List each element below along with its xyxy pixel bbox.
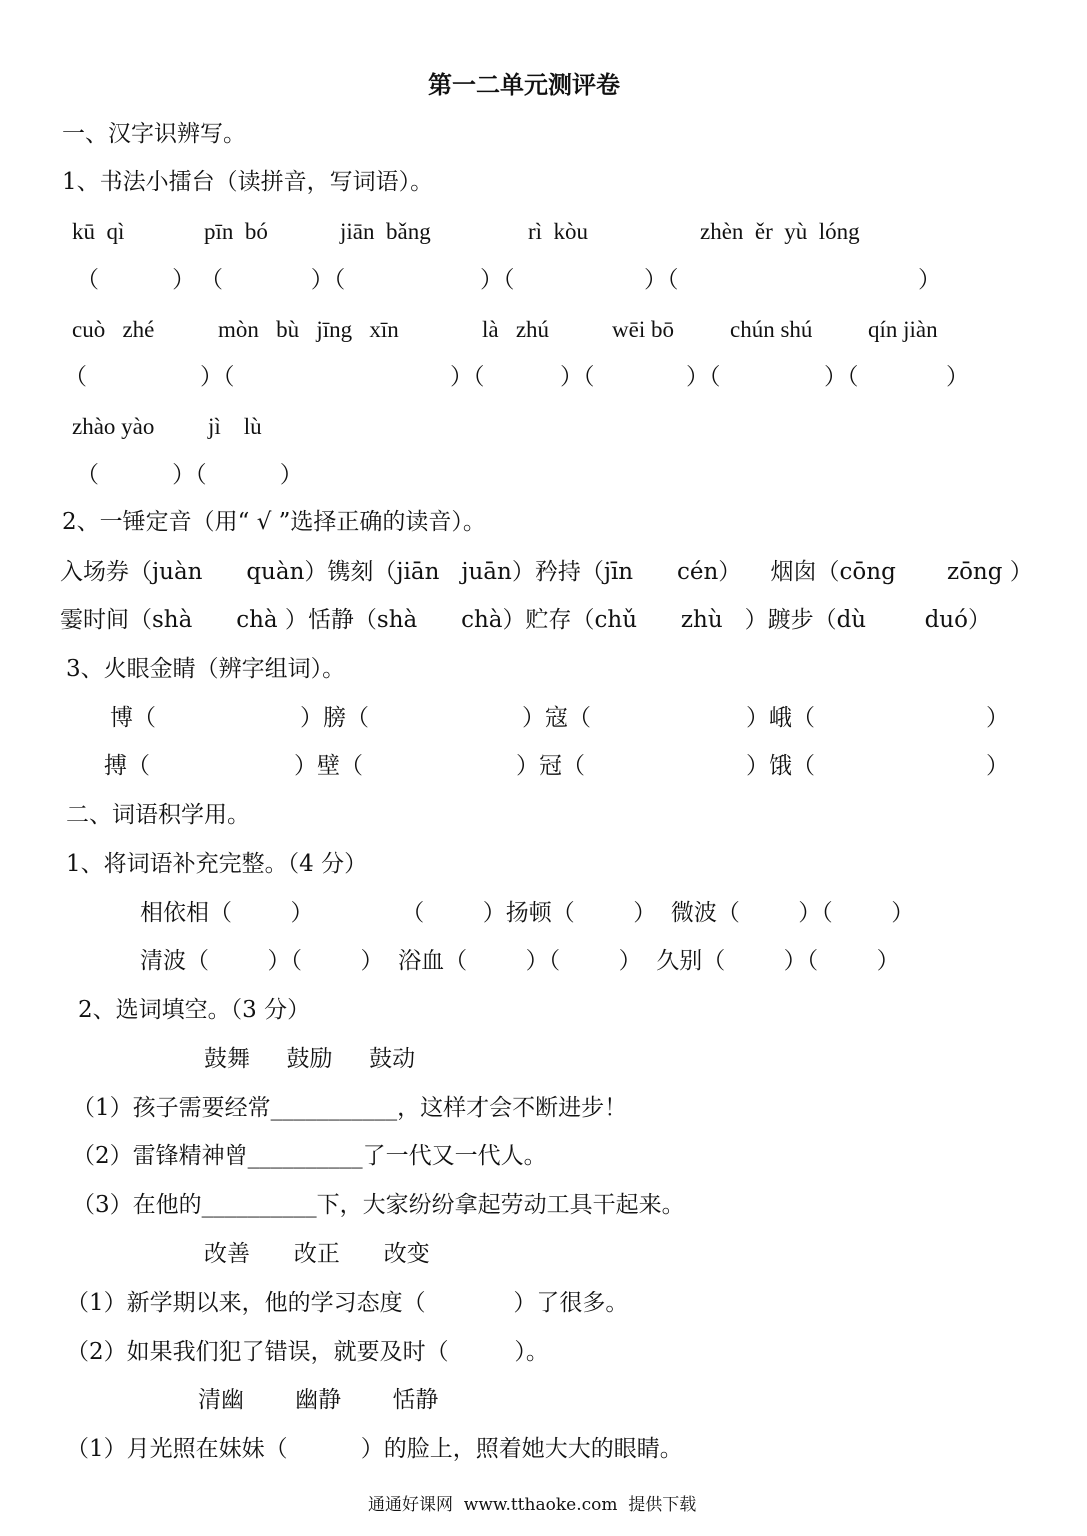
question-1-heading: 1、书法小擂台（读拼音，写词语）。	[62, 169, 434, 195]
answer-blank[interactable]: ）（	[560, 364, 595, 390]
answer-blank[interactable]: ）（	[644, 267, 679, 293]
word-group-item[interactable]: 博（	[110, 705, 156, 731]
pinyin: cuò zhé	[72, 317, 155, 342]
fill-sentence[interactable]: （1）月光照在妹妹（ ）的脸上，照着她大大的眼睛。	[66, 1436, 683, 1462]
pinyin: jiān bǎng	[340, 219, 431, 244]
answer-blank[interactable]: ）	[918, 267, 941, 293]
answer-blank[interactable]: ）（	[686, 364, 721, 390]
word-group-item[interactable]: ）	[986, 705, 1009, 731]
pinyin: zhào yào	[72, 414, 155, 439]
idiom-fill-row[interactable]: 清波（ ）（ ） 浴血（ ）（ ） 久别（ ）（ ）	[140, 948, 900, 974]
question-1-heading: 1、将词语补充完整。（4 分）	[66, 851, 368, 877]
pinyin: jì lù	[208, 414, 262, 439]
word-group-item[interactable]: ）峨（	[746, 705, 815, 731]
answer-blank[interactable]: ）	[946, 364, 969, 390]
word-group-item[interactable]: 搏（	[104, 753, 150, 779]
fill-sentence[interactable]: （1）新学期以来，他的学习态度（ ）了很多。	[66, 1290, 629, 1316]
pinyin: qín jiàn	[868, 317, 938, 342]
word-choices: 鼓舞 鼓励 鼓动	[204, 1046, 416, 1072]
pinyin: kū qì	[72, 219, 125, 244]
answer-blank[interactable]: （ ）（ ）	[76, 462, 303, 488]
page-title: 第一二单元测评卷	[428, 70, 620, 99]
idiom-fill-row[interactable]: 相依相（ ） （ ）扬顿（ ） 微波（ ）（ ）	[140, 900, 915, 926]
answer-blank[interactable]: ）（	[450, 364, 485, 390]
word-group-item[interactable]: ）壁（	[294, 753, 363, 779]
fill-sentence[interactable]: （3）在他的__________下，大家纷纷拿起劳动工具干起来。	[72, 1192, 685, 1218]
word-choices: 改善 改正 改变	[204, 1241, 430, 1267]
reading-choice-row[interactable]: 霎时间（shà chà ）恬静（shà chà）贮存（chǔ zhù ）踱步（dù duó）	[60, 607, 991, 633]
word-group-item[interactable]: ）饿（	[746, 753, 815, 779]
pinyin: là zhú	[482, 317, 550, 342]
answer-blank[interactable]: （ ）（	[200, 267, 346, 293]
pinyin: mòn bù jīng xīn	[218, 317, 399, 342]
footer-source: 通通好课网 www.tthaoke.com 提供下载	[368, 1495, 697, 1515]
question-2-heading: 2、选词填空。（3 分）	[78, 997, 311, 1023]
section-heading-2: 二、词语积学用。	[66, 802, 250, 828]
answer-blank[interactable]: （ ）	[76, 267, 196, 293]
fill-sentence[interactable]: （2）雷锋精神曾__________了一代又一代人。	[72, 1143, 547, 1169]
pinyin: wēi bō	[612, 317, 674, 342]
word-group-item[interactable]: ）冠（	[516, 753, 585, 779]
answer-blank[interactable]: ）（	[200, 364, 235, 390]
question-2-heading: 2、一锤定音（用“ √ ”选择正确的读音）。	[62, 509, 486, 535]
word-choices: 清幽 幽静 恬静	[198, 1387, 439, 1413]
pinyin: chún shú	[730, 317, 813, 342]
word-group-item[interactable]: ）膀（	[300, 705, 369, 731]
section-heading-1: 一、汉字识辨写。	[62, 121, 246, 147]
fill-sentence[interactable]: （1）孩子需要经常___________，这样才会不断进步！	[72, 1095, 628, 1121]
word-group-item[interactable]: ）	[986, 753, 1009, 779]
fill-sentence[interactable]: （2）如果我们犯了错误，就要及时（ ）。	[66, 1339, 549, 1365]
answer-blank[interactable]: ）（	[480, 267, 515, 293]
reading-choice-row[interactable]: 入场券（juàn quàn）镌刻（jiān juān）矜持（jīn cén） 烟囱（cōng zōng ）	[60, 559, 1033, 585]
pinyin: zhèn ěr yù lóng	[700, 219, 860, 244]
answer-blank[interactable]: ）（	[824, 364, 859, 390]
pinyin: pīn bó	[204, 219, 268, 244]
pinyin: rì kòu	[528, 219, 589, 244]
answer-blank[interactable]: （	[64, 364, 87, 390]
question-3-heading: 3、火眼金睛（辨字组词）。	[66, 656, 346, 682]
word-group-item[interactable]: ）寇（	[522, 705, 591, 731]
